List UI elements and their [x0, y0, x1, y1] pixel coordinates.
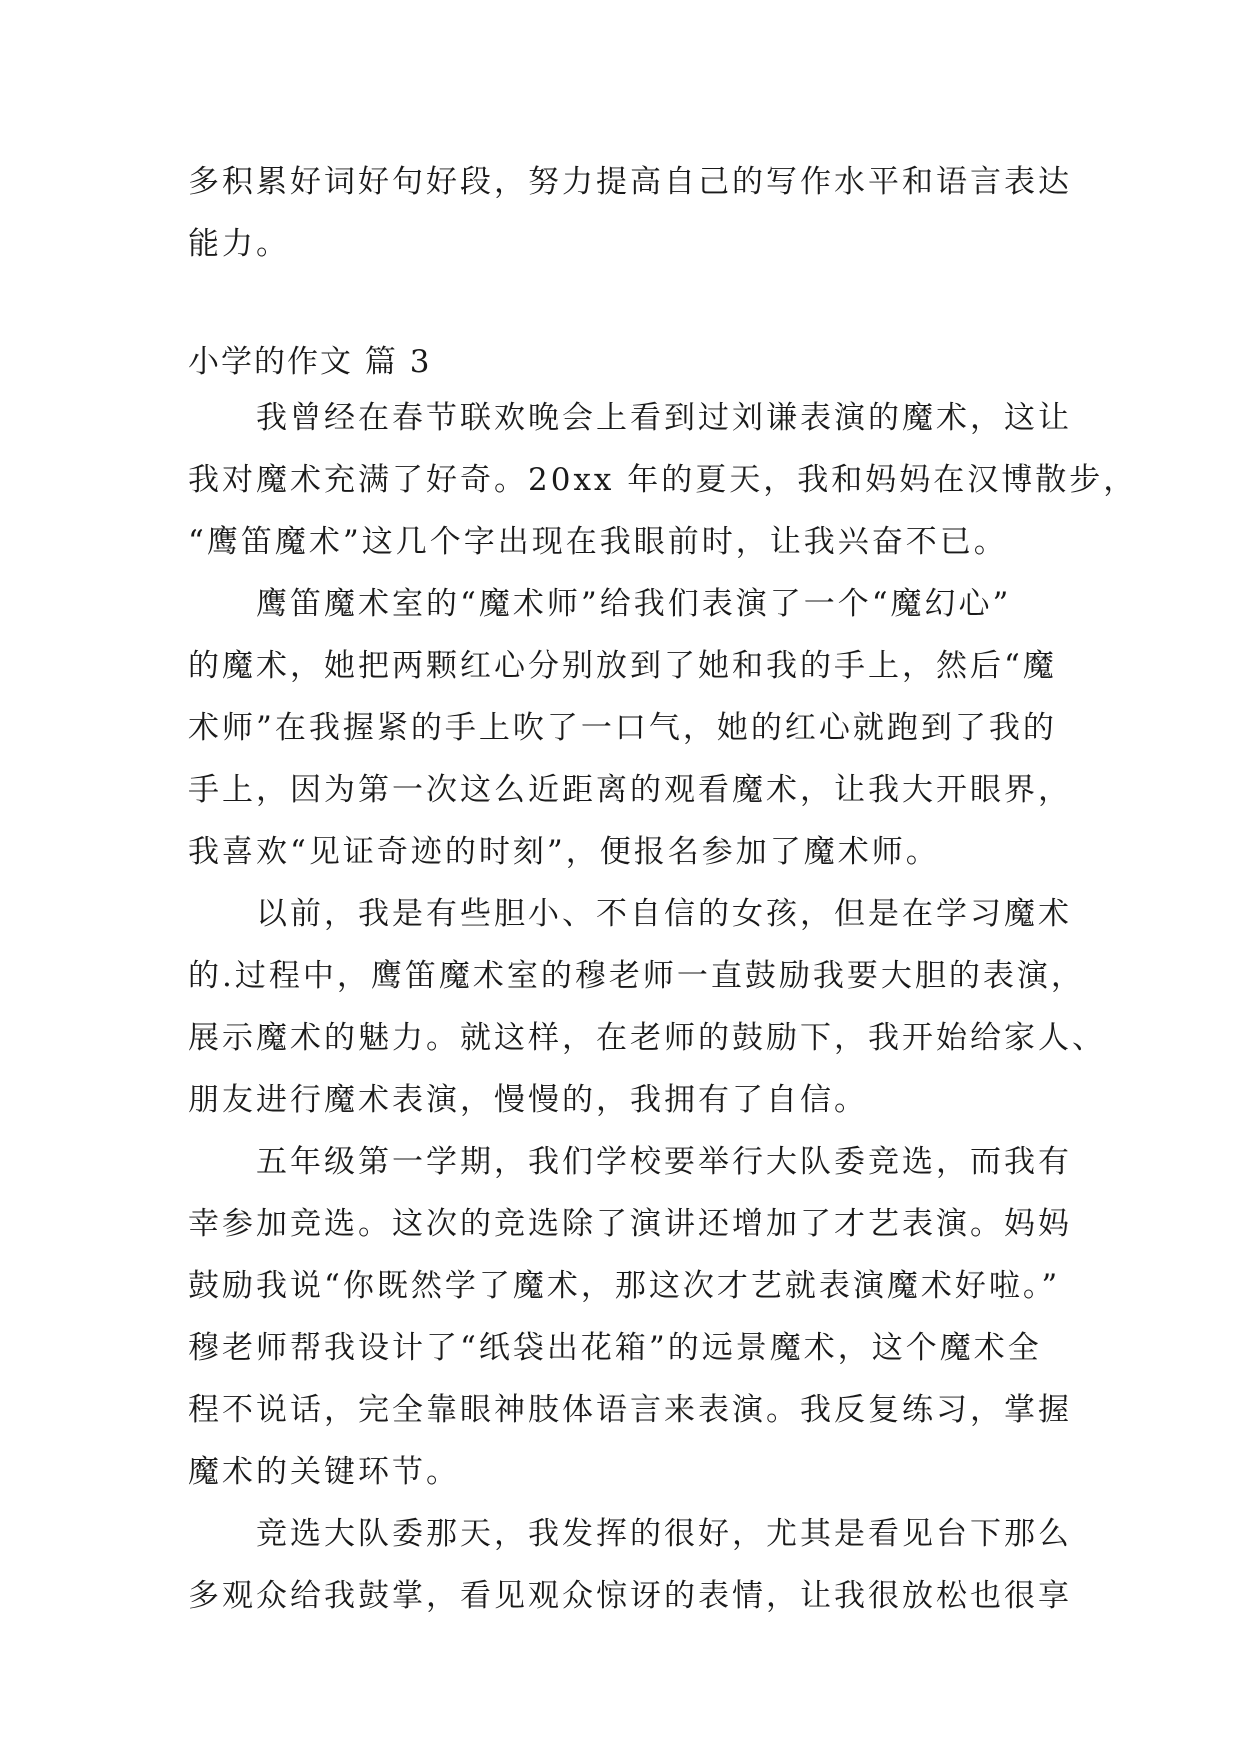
text-line: 鹰笛魔术室的“魔术师”给我们表演了一个“魔幻心” — [188, 586, 1012, 622]
text-line: 竞选大队委那天，我发挥的很好，尤其是看见台下那么 — [188, 1516, 1072, 1552]
text-line: 五年级第一学期，我们学校要举行大队委竞选，而我有 — [188, 1144, 1072, 1180]
text-line: 术师”在我握紧的手上吹了一口气，她的红心就跑到了我的 — [188, 710, 1057, 746]
text-line: 的魔术，她把两颗红心分别放到了她和我的手上，然后“魔 — [188, 648, 1057, 684]
text-line: 魔术的关键环节。 — [188, 1454, 460, 1490]
text-line: 展示魔术的魅力。就这样，在老师的鼓励下，我开始给家人、 — [188, 1020, 1106, 1056]
text-line: 能力。 — [188, 226, 290, 262]
text-line: 我曾经在春节联欢晚会上看到过刘谦表演的魔术，这让 — [188, 400, 1072, 436]
text-line: 多观众给我鼓掌，看见观众惊讶的表情，让我很放松也很享 — [188, 1578, 1072, 1614]
text-line: 幸参加竞选。这次的竞选除了演讲还增加了才艺表演。妈妈 — [188, 1206, 1072, 1242]
text-line: 的.过程中，鹰笛魔术室的穆老师一直鼓励我要大胆的表演， — [188, 958, 1085, 994]
text-line: 手上，因为第一次这么近距离的观看魔术，让我大开眼界， — [188, 772, 1072, 808]
text-line: 我喜欢“见证奇迹的时刻”，便报名参加了魔术师。 — [188, 834, 940, 870]
section-heading: 小学的作文 篇 3 — [188, 344, 432, 380]
text-line: 穆老师帮我设计了“纸袋出花箱”的远景魔术，这个魔术全 — [188, 1330, 1042, 1366]
text-line: 程不说话，完全靠眼神肢体语言来表演。我反复练习，掌握 — [188, 1392, 1072, 1428]
text-line: 多积累好词好句好段，努力提高自己的写作水平和语言表达 — [188, 164, 1072, 200]
text-line: 以前，我是有些胆小、不自信的女孩，但是在学习魔术 — [188, 896, 1072, 932]
text-line: 朋友进行魔术表演，慢慢的，我拥有了自信。 — [188, 1082, 868, 1118]
text-line: 鼓励我说“你既然学了魔术，那这次才艺就表演魔术好啦。” — [188, 1268, 1061, 1304]
text-line: 我对魔术充满了好奇。20xx 年的夏天，我和妈妈在汉博散步， — [188, 462, 1138, 498]
text-line: “鹰笛魔术”这几个字出现在我眼前时，让我兴奋不已。 — [188, 524, 1008, 560]
